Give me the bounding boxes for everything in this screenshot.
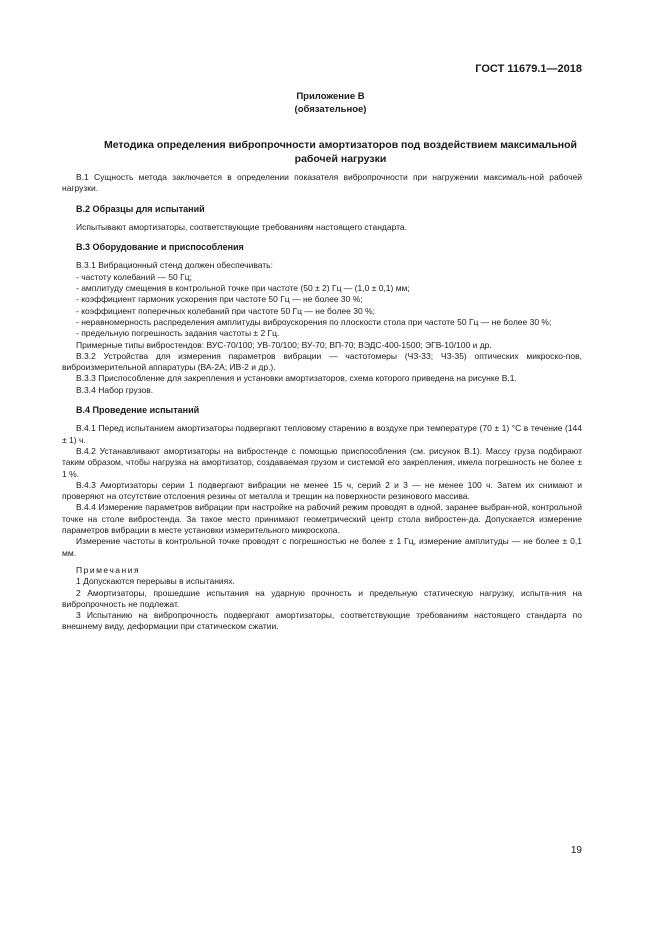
page-number: 19: [570, 845, 582, 856]
method-title-line: рабочей нагрузки: [294, 153, 387, 165]
note-item: 2 Амортизаторы, прошедшие испытания на ударную прочность и предельную статическую нагрузку, испыта-ния на вибропрочность не подлежат.: [62, 587, 582, 609]
list-item: - неравномерность распределения амплитуды виброускорения по плоскости стола при частоте 50 Гц — не более 30 %;: [76, 316, 552, 327]
list-item: В.4.2 Устанавливают амортизаторы на вибростенде с помощью приспособления (см. рисунок В.1). Массу груза подбирают таким образом, чтобы нагрузка на амортизатор, создаваемая грузом и системой его закрепления, имела погрешность не более ± 1 %.: [62, 445, 582, 479]
list-item: - частоту колебаний — 50 Гц;: [76, 271, 192, 282]
list-item: Измерение частоты в контрольной точке проводят с погрешностью не более ± 1 Гц, измерение амплитуды — не более ± 0,1 мм.: [62, 536, 582, 558]
note-item: 1 Допускаются перерывы в испытаниях.: [76, 576, 235, 587]
list-item: В.3.4 Набор грузов.: [76, 384, 154, 395]
paragraph-b2: Испытывают амортизаторы, соответствующие требованиям настоящего стандарта.: [76, 221, 408, 232]
list-item: В.4.4 Измерение параметров вибрации при настройке на рабочий режим проводят в одной, заранее выбран-ной, контрольной точке на столе вибростенда. За такое место принимают геометрический центр стола вибростен-да. Допускается измерение параметров вибрации в месте установки измерительного микроскопа.: [62, 502, 582, 536]
list-item: - коэффициент поперечных колебаний при частоте 50 Гц — не более 30 %;: [76, 305, 375, 316]
appendix-status: (обязательное): [294, 104, 367, 115]
method-title-line: Методика определения вибропрочности амортизаторов под воздействием максимальной: [103, 139, 577, 151]
note-item: 3 Испытанию на вибропрочность подвергают амортизаторы, соответствующие требованиям настоящего стандарта по внешнему виду, деформации при статическом сжатии.: [62, 610, 582, 632]
list-item: В.3.3 Приспособление для закрепления и установки амортизаторов, схема которого приведена на рисунке В.1.: [76, 373, 517, 384]
document-code: ГОСТ 11679.1—2018: [475, 63, 582, 75]
method-title: [100, 138, 581, 166]
section-heading-b3: В.3 Оборудование и приспособления: [76, 242, 244, 253]
section-heading-b4: В.4 Проведение испытаний: [76, 405, 200, 416]
list-item: В.4.1 Перед испытанием амортизаторы подвергают тепловому старению в воздухе при температуре (70 ± 1) °С в течение (144 ± 1) ч.: [62, 423, 582, 445]
list-item: В.3.2 Устройства для измерения параметров вибрации — частотомеры (ЧЗ-33; ЧЗ-35) оптических микроско-пов, виброизмерительной аппаратуры (ВА-2А; ИВ-2 и др.).: [62, 350, 582, 373]
section-heading-b2: В.2 Образцы для испытаний: [76, 203, 205, 214]
appendix-heading: [0, 90, 661, 116]
list-item: Примерные типы вибростендов: ВУС-70/100; УВ-70/100; ВУ-70; ВП-70; ВЭДС-400-1500; ЭГВ-10/100 и др.: [76, 339, 492, 350]
list-item: В.3.1 Вибрационный стенд должен обеспечивать:: [76, 260, 273, 271]
appendix-title: Приложение В: [296, 91, 365, 102]
list-item: В.4.3 Амортизаторы серии 1 подвергают вибрации не менее 15 ч, серий 2 и 3 — не менее 100 ч. Затем их снимают и проверяют на отсутствие отслоения резины от металла и трещин на поверхности резинового массива.: [62, 479, 582, 502]
notes-heading: Примечания: [76, 564, 141, 575]
paragraph-b1: В.1 Сущность метода заключается в определении показателя вибропрочности при нагружении максималь-ной рабочей нагрузки.: [62, 172, 582, 194]
list-item: - коэффициент гармоник ускорения при частоте 50 Гц — не более 30 %;: [76, 294, 363, 305]
document-body: [62, 172, 582, 633]
list-item: - амплитуду смещения в контрольной точке при частоте (50 ± 2) Гц — (1,0 ± 0,1) мм;: [76, 283, 410, 294]
list-item: - предельную погрешность задания частоты ± 2 Гц.: [76, 328, 280, 339]
